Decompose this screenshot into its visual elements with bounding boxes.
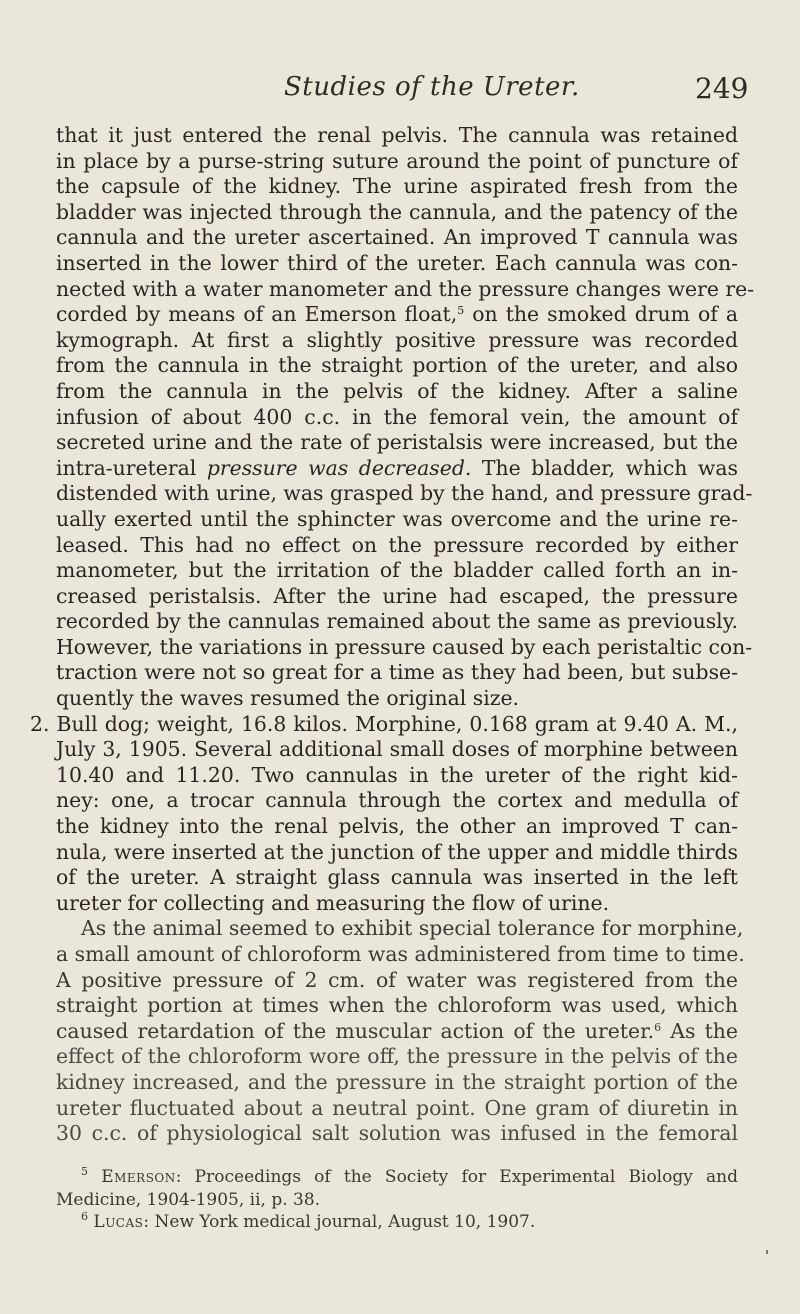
- page-header: [0, 72, 800, 112]
- text-line: ually exerted until the sphincter was overcome and the urine re-: [56, 506, 738, 531]
- text-line: a small amount of chloroform was administered from time to time.: [56, 942, 745, 966]
- text-line: caused retardation of the muscular action of the ureter.$^6$ As the: [56, 1018, 739, 1043]
- text-line: bladder was injected through the cannula, and the patency of the: [56, 199, 738, 224]
- text-line: manometer, but the irritation of the bladder called forth an in-: [56, 558, 738, 583]
- text-line: nected with a water manometer and the pressure changes were re-: [56, 276, 755, 301]
- paragraph-number: 2.: [30, 711, 50, 736]
- footnote-ref-5: 5: [457, 304, 465, 318]
- text-line: A positive pressure of 2 cm. of water was registered from the: [56, 967, 738, 992]
- text-line: As the animal seemed to exhibit special tolerance for morphine,: [81, 916, 744, 941]
- text-line: that it just entered the renal pelvis. The cannula was retained: [56, 123, 738, 147]
- running-title: Studies of the Ureter.: [284, 72, 580, 102]
- text-line: leased. This had no effect on the pressure recorded by either: [56, 532, 738, 557]
- footnote-author: Lucas: [93, 1212, 144, 1232]
- text-line: ureter fluctuated about a neutral point. One gram of diuretin in: [56, 1095, 738, 1120]
- text-line: the kidney into the renal pelvis, the other an improved T can-: [56, 814, 738, 839]
- footnote-5-continuation: Medicine, 1904-1905, ii, p. 38.: [56, 1189, 321, 1210]
- body-text: [30, 123, 755, 1147]
- text-line: ney: one, a trocar cannula through the cortex and medulla of: [56, 788, 738, 813]
- print-speck: [766, 1250, 768, 1254]
- text-line: 10.40 and 11.20. Two cannulas in the ureter of the right kid-: [56, 762, 738, 787]
- text-line: ureter for collecting and measuring the flow of urine.: [56, 890, 610, 915]
- text-line: kymograph. At first a slightly positive pressure was recorded: [56, 327, 738, 352]
- text-line: recorded by the cannulas remained about the same as previously.: [56, 609, 738, 634]
- text-line: secreted urine and the rate of peristalsis were increased, but the: [56, 430, 738, 455]
- text-line: intra-ureteral pressure was decreased. The bladder, which was: [56, 455, 739, 480]
- text-line: of the ureter. A straight glass cannula was inserted in the left: [56, 865, 738, 890]
- footnote-ref-6: 6: [654, 1020, 662, 1034]
- text-line: the capsule of the kidney. The urine aspirated fresh from the: [56, 174, 738, 199]
- page-number: 249: [695, 72, 749, 105]
- text-line: nula, were inserted at the junction of the upper and middle thirds: [56, 839, 738, 864]
- text-line: traction were not so great for a time as they had been, but subse-: [56, 660, 738, 685]
- text-line: from the cannula in the pelvis of the kidney. After a saline: [56, 378, 738, 403]
- footnote-6: $^6$ Lucas: New York medical journal, August 10, 1907.: [81, 1210, 536, 1232]
- text-line: quently the waves resumed the original size.: [56, 686, 520, 711]
- text-line: effect of the chloroform wore off, the pressure in the pelvis of the: [56, 1044, 738, 1069]
- footnote-author: Emerson: [101, 1167, 176, 1187]
- numbered-paragraph-start: 2. Bull dog; weight, 16.8 kilos. Morphine, 0.168 gram at 9.40 A. M.,: [30, 711, 739, 736]
- text-line: 30 c.c. of physiological salt solution was infused in the femoral: [56, 1121, 738, 1146]
- text-line: straight portion at times when the chloroform was used, which: [56, 993, 738, 1018]
- footnotes: [56, 1166, 738, 1234]
- text-line: However, the variations in pressure caused by each peristaltic con-: [56, 634, 753, 659]
- text-line: inserted in the lower third of the ureter. Each cannula was con-: [56, 250, 738, 275]
- text-line: distended with urine, was grasped by the hand, and pressure grad-: [56, 481, 753, 506]
- text-line: corded by means of an Emerson float,$^5$ on the smoked drum of a: [56, 302, 738, 327]
- text-line: kidney increased, and the pressure in the straight portion of the: [56, 1069, 738, 1094]
- footnote-5: $^5$ Emerson: Proceedings of the Society for Experimental Biology and: [81, 1165, 738, 1187]
- text-line: July 3, 1905. Several additional small doses of morphine between: [56, 737, 738, 762]
- text-line: creased peristalsis. After the urine had escaped, the pressure: [56, 583, 738, 608]
- text-line: in place by a purse-string suture around the point of puncture of: [56, 148, 738, 173]
- emphasis-text: pressure was decreased.: [206, 455, 472, 480]
- text-line: cannula and the ureter ascertained. An improved T cannula was: [56, 225, 738, 250]
- text-line: from the cannula in the straight portion of the ureter, and also: [56, 353, 738, 378]
- text-line: infusion of about 400 c.c. in the femoral vein, the amount of: [56, 404, 738, 429]
